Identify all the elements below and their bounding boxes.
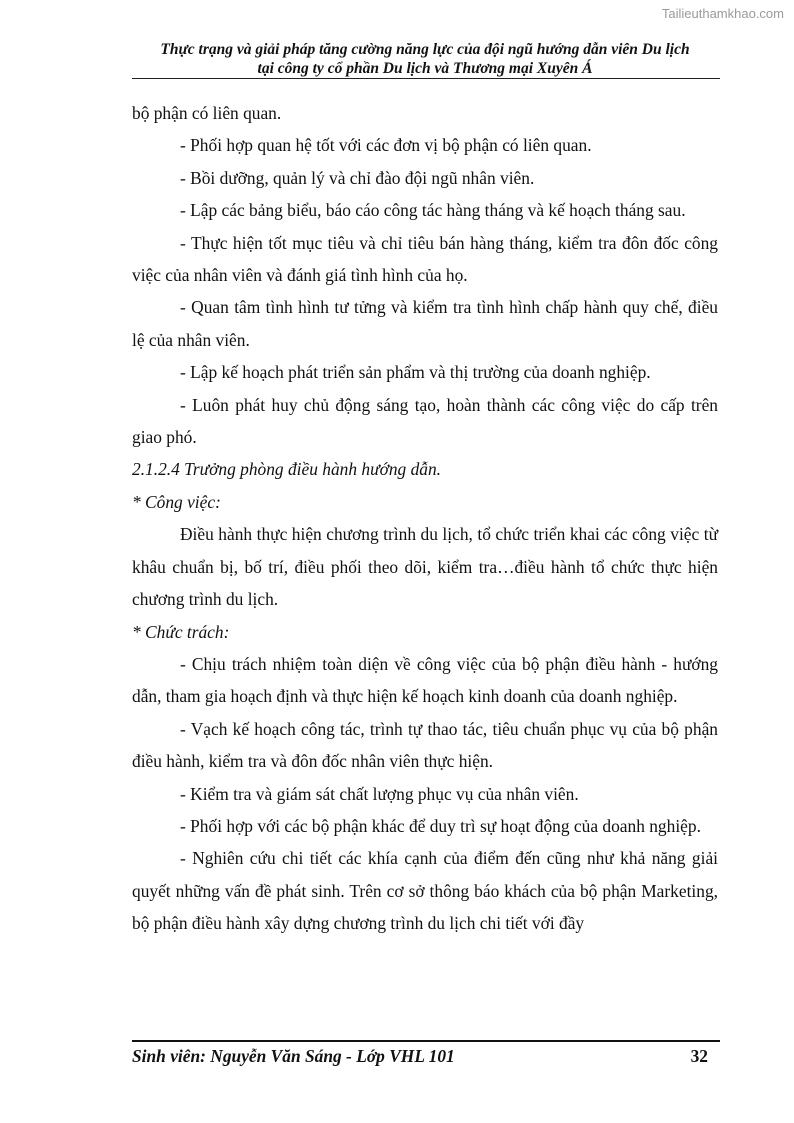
paragraph-14: - Vạch kế hoạch công tác, trình tự thao tác, tiêu chuẩn phục vụ của bộ phận điều hành, kiểm tra và đôn đốc nhân viên thực hiện.: [132, 718, 718, 772]
paragraph-8: - Luôn phát huy chủ động sáng tạo, hoàn thành các công việc do cấp trên giao phó.: [132, 394, 718, 448]
paragraph-11: Điều hành thực hiện chương trình du lịch, tổ chức triển khai các công việc từ khâu chuẩn bị, bố trí, điều phối theo dõi, kiểm tra…điều hành tổ chức thực hiện chương trình du lịch.: [132, 524, 718, 610]
header-title-line1: Thực trạng và giải pháp tăng cường năng lực của đội ngũ hướng dẫn viên Du lịch: [160, 41, 690, 58]
footer-author: Sinh viên: Nguyễn Văn Sáng - Lớp VHL 101: [132, 1046, 455, 1066]
paragraph-1: bộ phận có liên quan.: [132, 103, 282, 123]
page-footer: [132, 1046, 718, 1067]
subheading-chuc-trach: * Chức trách:: [132, 621, 230, 642]
paragraph-4: - Lập các bảng biểu, báo cáo công tác hàng tháng và kế hoạch tháng sau.: [180, 200, 686, 221]
paragraph-17: - Nghiên cứu chi tiết các khía cạnh của điểm đến cũng như khả năng giải quyết những vấn đề phát sinh. Trên cơ sở thông báo khách của bộ phận Marketing, bộ phận điều hành xây dựng chương trình du lịch chi tiết với đầy: [132, 848, 718, 934]
footer-divider: [132, 1040, 720, 1042]
watermark: Tailieuthamkhao.com: [661, 6, 784, 21]
paragraph-13: - Chịu trách nhiệm toàn diện về công việc của bộ phận điều hành - hướng dẫn, tham gia hoạch định và thực hiện kế hoạch kinh doanh của doanh nghiệp.: [132, 653, 718, 707]
paragraph-3: - Bồi dưỡng, quản lý và chỉ đào đội ngũ nhân viên.: [180, 167, 535, 188]
paragraph-2: - Phối hợp quan hệ tốt với các đơn vị bộ phận có liên quan.: [180, 135, 592, 156]
paragraph-16: - Phối hợp với các bộ phận khác để duy trì sự hoạt động của doanh nghiệp.: [180, 815, 701, 836]
page-header: [132, 40, 718, 78]
section-heading: 2.1.2.4 Trưởng phòng điều hành hướng dẫn.: [132, 459, 442, 480]
paragraph-5: - Thực hiện tốt mục tiêu và chỉ tiêu bán hàng tháng, kiểm tra đôn đốc công việc của nhân viên và đánh giá tình hình của họ.: [132, 232, 718, 286]
header-divider: [132, 78, 720, 79]
paragraph-15: - Kiểm tra và giám sát chất lượng phục vụ của nhân viên.: [180, 783, 579, 804]
header-title-line2: tại công ty cổ phần Du lịch và Thương mại Xuyên Á: [257, 60, 593, 77]
page-number: 32: [690, 1046, 708, 1066]
paragraph-6: - Quan tâm tình hình tư tửng và kiểm tra tình hình chấp hành quy chế, điều lệ của nhân viên.: [132, 297, 718, 350]
document-body: [132, 97, 718, 940]
paragraph-7: - Lập kế hoạch phát triển sản phẩm và thị trường của doanh nghiệp.: [180, 362, 651, 383]
subheading-cong-viec: * Công việc:: [132, 491, 221, 512]
